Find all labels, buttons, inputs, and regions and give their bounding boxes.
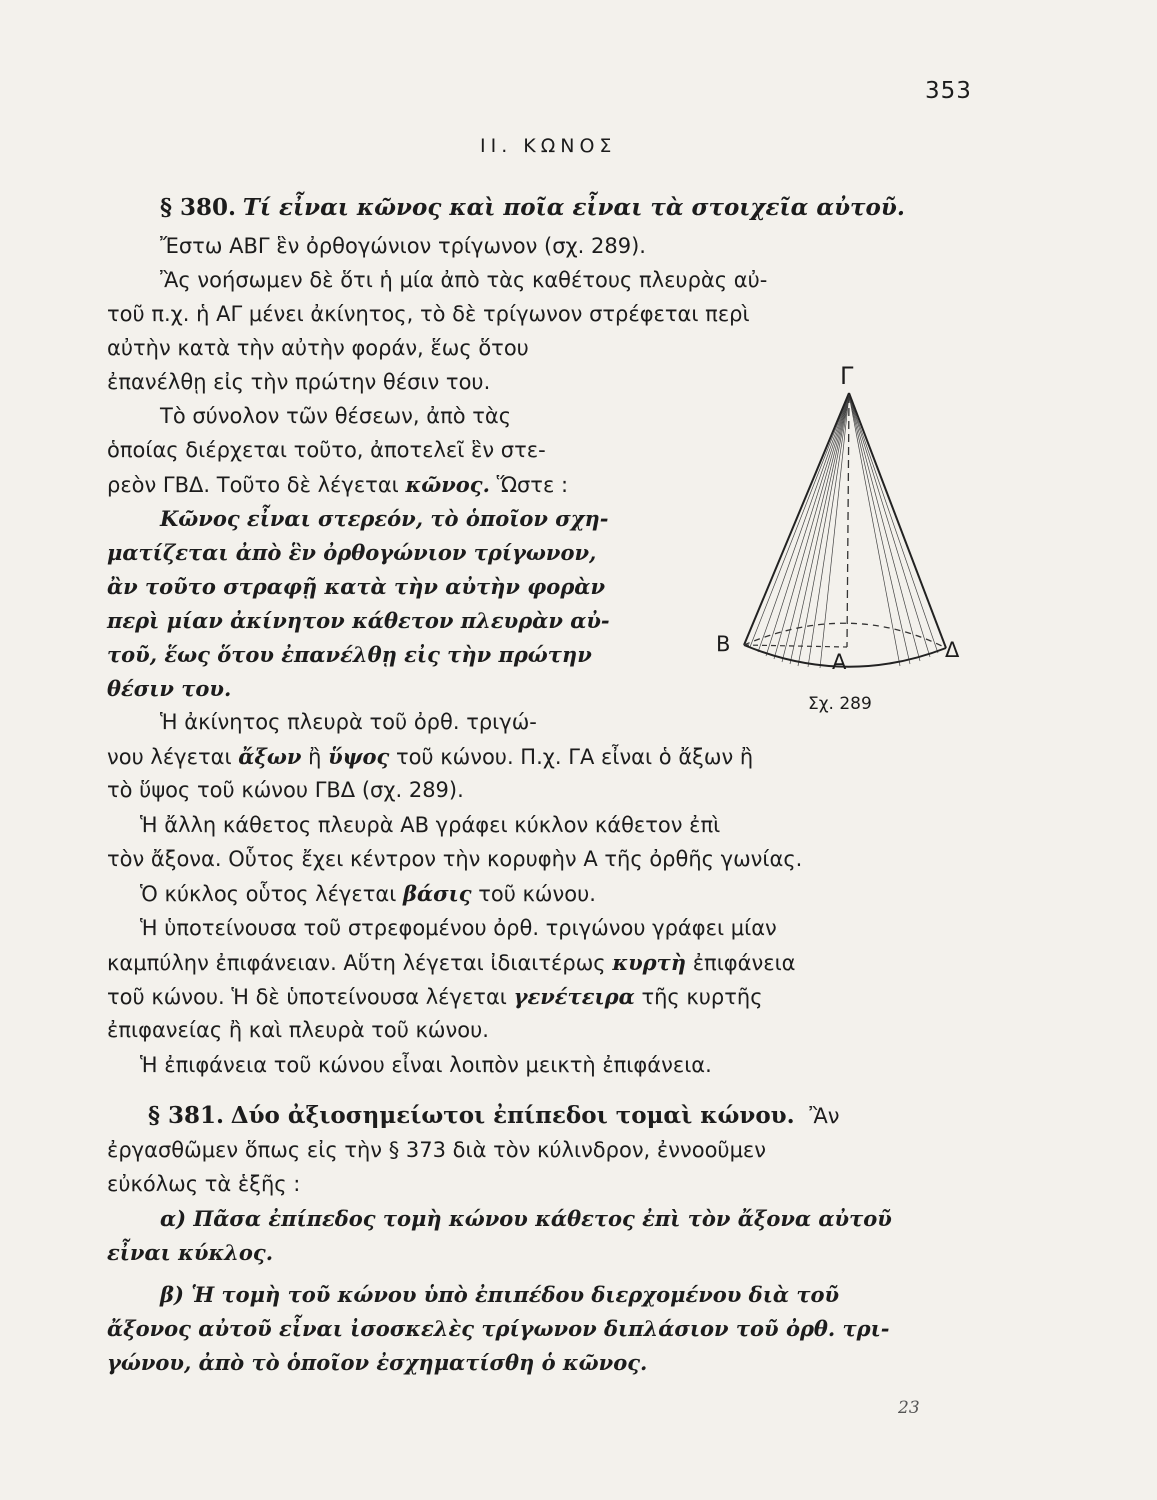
text-line: αὐτὴν κατὰ τὴν αὐτὴν φοράν, ἕως ὅτου (107, 336, 529, 360)
definition-line: τοῦ, ἕως ὅτου ἐπανέλθῃ εἰς τὴν πρώτην (107, 642, 592, 667)
cone-left-generatrix (744, 393, 849, 645)
proposition-line: α) Πᾶσα ἐπίπεδος τομὴ κώνου κάθετος ἐπὶ τὸν ἄξονα αὐτοῦ (160, 1206, 892, 1231)
text-line: Ἔστω ΑΒΓ ἓν ὀρθογώνιον τρίγωνον (σχ. 289). (160, 234, 646, 258)
text-segment: Ὁ κύκλος οὗτος λέγεται (140, 882, 397, 906)
term-geneteira: γενέτειρα (513, 984, 635, 1009)
text-segment: τοῦ κώνου. Π.χ. ΓΑ εἶναι ὁ ἄξων ἢ (395, 745, 754, 769)
text-segment: Ὥστε : (496, 473, 569, 497)
text-line (107, 474, 568, 496)
term-kyrti: κυρτὴ (612, 950, 687, 975)
text-segment: ἐπιφάνεια (692, 951, 796, 975)
proposition-line: β) Ἡ τομὴ τοῦ κώνου ὑπὸ ἐπιπέδου διερχομένου διὰ τοῦ (160, 1282, 840, 1307)
text-segment: τοῦ κώνου. Ἡ δὲ ὑποτείνουσα λέγεται (107, 985, 507, 1009)
text-line: Ἂς νοήσωμεν δὲ ὅτι ἡ μία ἀπὸ τὰς καθέτους πλευρὰς αὐ- (160, 268, 768, 292)
signature-mark: 23 (898, 1398, 920, 1418)
text-segment: Ἂν (809, 1104, 840, 1128)
running-head: II. ΚΩΝΟΣ (480, 135, 617, 157)
text-line (107, 952, 796, 974)
text-line: ὁποίας διέρχεται τοῦτο, ἀποτελεῖ ἓν στε- (107, 438, 546, 462)
text-line (107, 986, 763, 1008)
text-line: Ἡ ὑποτείνουσα τοῦ στρεφομένου ὀρθ. τριγώνου γράφει μίαν (140, 916, 777, 940)
cone-figure (700, 355, 1000, 725)
section-381-heading (148, 1104, 840, 1127)
label-vertex-delta: Δ (945, 638, 960, 662)
term-vasis: βάσις (403, 881, 472, 906)
text-line: ἐπιφανείας ἢ καὶ πλευρὰ τοῦ κώνου. (107, 1018, 489, 1042)
text-segment: ρεὸν ΓΒΔ. Τοῦτο δὲ λέγεται (107, 473, 399, 497)
section-380-title: Τί εἶναι κῶνος καὶ ποῖα εἶναι τὰ στοιχεῖα αὐτοῦ. (242, 194, 905, 221)
label-apex-gamma: Γ (840, 362, 854, 390)
figure-caption: Σχ. 289 (808, 694, 872, 714)
text-segment: τοῦ κώνου. (478, 882, 596, 906)
label-vertex-beta: Β (716, 632, 731, 656)
definition-line: περὶ μίαν ἀκίνητον κάθετον πλευρὰν αὐ- (107, 608, 610, 633)
text-line: τὸ ὕψος τοῦ κώνου ΓΒΔ (σχ. 289). (107, 778, 464, 802)
text-line (107, 746, 753, 768)
proposition-line: ἄξονος αὐτοῦ εἶναι ἰσοσκελὲς τρίγωνον διπλάσιον τοῦ ὀρθ. τρι- (107, 1316, 890, 1341)
term-ypsos: ὕψος (328, 744, 390, 769)
section-381-number: § 381. (148, 1102, 225, 1129)
text-line: τοῦ π.χ. ἡ ΑΓ μένει ἀκίνητος, τὸ δὲ τρίγωνον στρέφεται περὶ (107, 302, 750, 326)
text-segment: τῆς κυρτῆς (641, 985, 763, 1009)
proposition-line: εἶναι κύκλος. (107, 1240, 274, 1265)
section-380-number: § 380. (160, 194, 237, 221)
text-line: Ἡ ἀκίνητος πλευρὰ τοῦ ὀρθ. τριγώ- (160, 710, 537, 734)
definition-line: Κῶνος εἶναι στερεόν, τὸ ὁποῖον σχη- (160, 506, 609, 531)
text-line: Τὸ σύνολον τῶν θέσεων, ἀπὸ τὰς (160, 404, 512, 428)
definition-line: θέσιν του. (107, 676, 232, 701)
definition-line: ματίζεται ἀπὸ ἓν ὀρθογώνιον τρίγωνον, (107, 540, 597, 565)
text-line: εὐκόλως τὰ ἑξῆς : (107, 1172, 301, 1196)
text-line (140, 883, 596, 905)
section-381-title: Δύο ἀξιοσημείωτοι ἐπίπεδοι τομαὶ κώνου. (230, 1102, 795, 1129)
cone-hatching (750, 395, 938, 668)
page-number: 353 (925, 78, 972, 104)
text-segment: νου λέγεται (107, 745, 232, 769)
definition-line: ἂν τοῦτο στραφῇ κατὰ τὴν αὐτὴν φορὰν (107, 574, 606, 599)
term-kwnos: κῶνος. (405, 472, 490, 497)
text-line: Ἡ ἐπιφάνεια τοῦ κώνου εἶναι λοιπὸν μεικτὴ ἐπιφάνεια. (140, 1053, 712, 1077)
text-line: ἐπανέλθῃ εἰς τὴν πρώτην θέσιν του. (107, 370, 491, 394)
proposition-line: γώνου, ἀπὸ τὸ ὁποῖον ἐσχηματίσθη ὁ κῶνος. (107, 1350, 648, 1375)
text-segment: ἢ (308, 745, 322, 769)
term-axon: ἄξων (238, 744, 302, 769)
cone-radius (744, 645, 847, 647)
text-line: Ἡ ἄλλη κάθετος πλευρὰ ΑΒ γράφει κύκλον κάθετον ἐπὶ (140, 813, 721, 837)
label-center-alpha: Α (832, 650, 847, 674)
cone-axis (847, 395, 849, 647)
text-segment: καμπύλην ἐπιφάνειαν. Αὕτη λέγεται ἰδιαιτέρως (107, 951, 606, 975)
text-line: ἐργασθῶμεν ὅπως εἰς τὴν § 373 διὰ τὸν κύλινδρον, ἐννοοῦμεν (107, 1138, 767, 1162)
section-380-heading (160, 196, 905, 219)
text-line: τὸν ἄξονα. Οὗτος ἔχει κέντρον τὴν κορυφὴν Α τῆς ὀρθῆς γωνίας. (107, 847, 803, 871)
